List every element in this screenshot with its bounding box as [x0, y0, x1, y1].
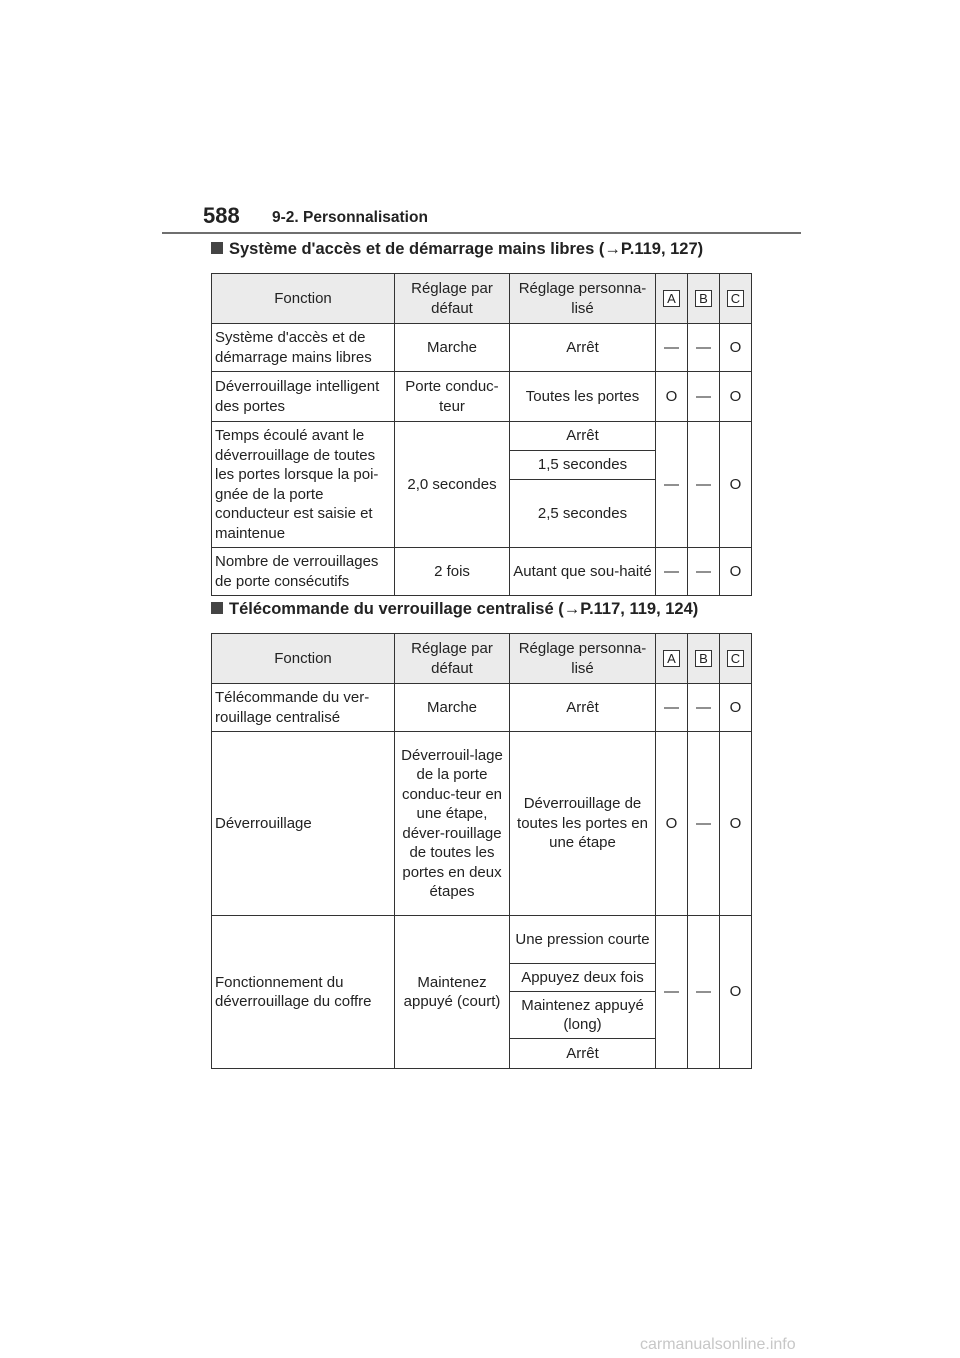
header-rule — [162, 232, 801, 234]
section-title-remote-lock: Télécommande du verrouillage centralisé (→P.117, 119, 124) — [211, 600, 698, 619]
square-bullet-icon — [211, 242, 223, 254]
col-header-custom: Réglage personna-lisé — [510, 634, 656, 684]
table-row: Nombre de verrouillages de porte consécutifs 2 fois Autant que sou-haité — — O — [212, 548, 752, 596]
col-header-a: A — [656, 274, 688, 324]
section-title-smart-entry: Système d'accès et de démarrage mains libres (→P.119, 127) — [211, 240, 703, 259]
table-row: Appuyez deux fois — [212, 964, 752, 992]
table-remote-lock — [211, 633, 752, 1069]
table-row: Télécommande du ver-rouillage centralisé Marche Arrêt — — O — [212, 684, 752, 732]
col-header-c: C — [720, 274, 752, 324]
table-row: Système d'accès et de démarrage mains libres Marche Arrêt — — O — [212, 324, 752, 372]
col-header-b: B — [688, 274, 720, 324]
col-header-custom: Réglage personna-lisé — [510, 274, 656, 324]
chapter-title: 9-2. Personnalisation — [272, 209, 428, 226]
page-number: 588 — [203, 203, 240, 228]
table-row: Maintenez appuyé (long) — [212, 992, 752, 1039]
col-header-function: Fonction — [212, 274, 395, 324]
square-bullet-icon — [211, 602, 223, 614]
col-header-default: Réglage par défaut — [395, 634, 510, 684]
table-row: Temps écoulé avant le déverrouillage de toutes les portes lorsque la poi-gnée de la porte conducteur est saisie et maintenue 2,0 secondes Arrêt — — O — [212, 422, 752, 451]
table-row: 1,5 secondes — [212, 451, 752, 480]
table-row: 2,5 secondes — [212, 480, 752, 548]
col-header-a: A — [656, 634, 688, 684]
col-header-b: B — [688, 634, 720, 684]
col-header-function: Fonction — [212, 634, 395, 684]
table-row: Déverrouillage intelligent des portes Porte conduc-teur Toutes les portes O — O — [212, 372, 752, 422]
table-row: Déverrouillage Déverrouil-lage de la porte conduc-teur en une étape, déver-rouillage de toutes les portes en deux étapes Déverrouillage de toutes les portes en une étape O — O — [212, 732, 752, 916]
table-row: Arrêt — [212, 1039, 752, 1069]
col-header-c: C — [720, 634, 752, 684]
table-row: Fonctionnement du déverrouillage du coffre Maintenez appuyé (court) Une pression courte — — O — [212, 916, 752, 964]
watermark-footer: carmanualsonline.info — [640, 1336, 796, 1353]
table-smart-entry — [211, 273, 752, 596]
col-header-default: Réglage par défaut — [395, 274, 510, 324]
